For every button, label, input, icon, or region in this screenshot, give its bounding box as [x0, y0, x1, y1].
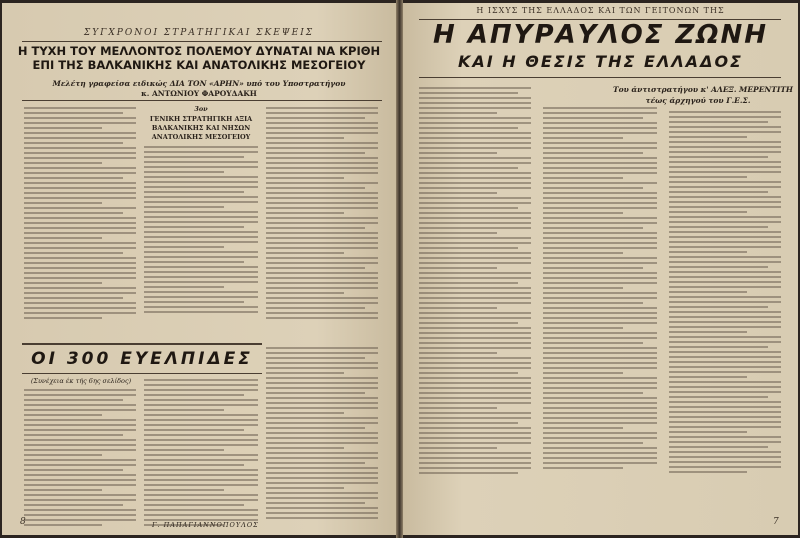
left-box-column-1	[24, 389, 136, 529]
left-kicker-rule	[22, 41, 382, 42]
left-headline-line2: ΕΠΙ ΤΗΣ ΒΑΛΚΑΝΙΚΗΣ ΚΑΙ ΑΝΑΤΟΛΙΚΗΣ ΜΕΣΟΓΕΙΟΥ	[32, 58, 366, 72]
right-headline-rule	[419, 77, 781, 78]
right-article-column-3	[669, 111, 781, 476]
right-page-number: 7	[773, 517, 779, 527]
left-byline-line1: Μελέτη γραφείσα ειδικώς ΔΙΑ ΤΟΝ «ΑΡΗΝ» υπό του Υποστρατήγου	[52, 79, 346, 88]
right-headline-line2: ΚΑΙ Η ΘΕΣΙΣ ΤΗΣ ΕΛΛΑΔΟΣ	[458, 52, 743, 71]
left-box-bottom-rule	[22, 373, 262, 374]
left-box-title: ΟΙ 300 ΕΥΕΛΠΙΔΕΣ	[31, 349, 253, 369]
left-article-column-3-continued	[266, 347, 378, 522]
spread-gutter	[396, 0, 403, 538]
left-article-column-1	[24, 107, 136, 322]
right-page	[403, 3, 798, 535]
right-article-column-2	[543, 107, 657, 472]
left-headline-line1: Η ΤΥΧΗ ΤΟΥ ΜΕΛΛΟΝΤΟΣ ΠΟΛΕΜΟΥ ΔΥΝΑΤΑΙ ΝΑ ΚΡΙΘΗ	[17, 44, 381, 58]
left-section-title-line1: ΓΕΝΙΚΗ ΣΤΡΑΤΗΓΙΚΗ ΑΞΙΑ	[149, 115, 253, 123]
left-article-column-3	[266, 107, 378, 322]
left-box-signature: Γ. ΠΑΠΑΓΙΑΝΝΟΠΟΥΛΟΣ	[152, 521, 259, 529]
right-byline-line1: Του άντιστρατήγου κ' ΑΛΕΞ. ΜΕΡΕΝΤΙΤΗ	[613, 85, 794, 94]
right-article-column-1	[419, 87, 531, 477]
left-section-title-line2: ΒΑΛΚΑΝΙΚΗΣ ΚΑΙ ΝΗΣΩΝ	[151, 124, 251, 132]
left-page	[2, 3, 396, 535]
left-byline-line2: κ. ΑΝΤΩΝΙΟΥ ΦΑΡΟΥΔΑΚΗ	[141, 89, 257, 98]
left-box-column-2	[144, 379, 258, 529]
left-box-top-rule	[22, 343, 262, 345]
left-box-subtitle: (Συνέχεια έκ τής 6ης σελίδος)	[30, 377, 132, 385]
right-byline-line2: τέως άρχηγού του Γ.Ε.Σ.	[645, 96, 751, 105]
left-article-column-2	[144, 146, 258, 316]
left-section-number: 3ον	[194, 105, 208, 113]
left-byline-rule	[22, 100, 382, 101]
left-section-title-line3: ΑΝΑΤΟΛΙΚΗΣ ΜΕΣΟΓΕΙΟΥ	[151, 133, 251, 141]
left-kicker: ΣΥΓΧΡΟΝΟΙ ΣΤΡΑΤΗΓΙΚΑΙ ΣΚΕΨΕΙΣ	[83, 28, 315, 38]
right-kicker: Η ΙΣΧΥΣ ΤΗΣ ΕΛΛΑΔΟΣ ΚΑΙ ΤΩΝ ΓΕΙΤΟΝΩΝ ΤΗΣ	[476, 6, 725, 15]
right-headline-line1: Η ΑΠΥΡΑΥΛΟΣ ΖΩΝΗ	[432, 20, 769, 50]
left-page-number: 8	[20, 517, 26, 527]
